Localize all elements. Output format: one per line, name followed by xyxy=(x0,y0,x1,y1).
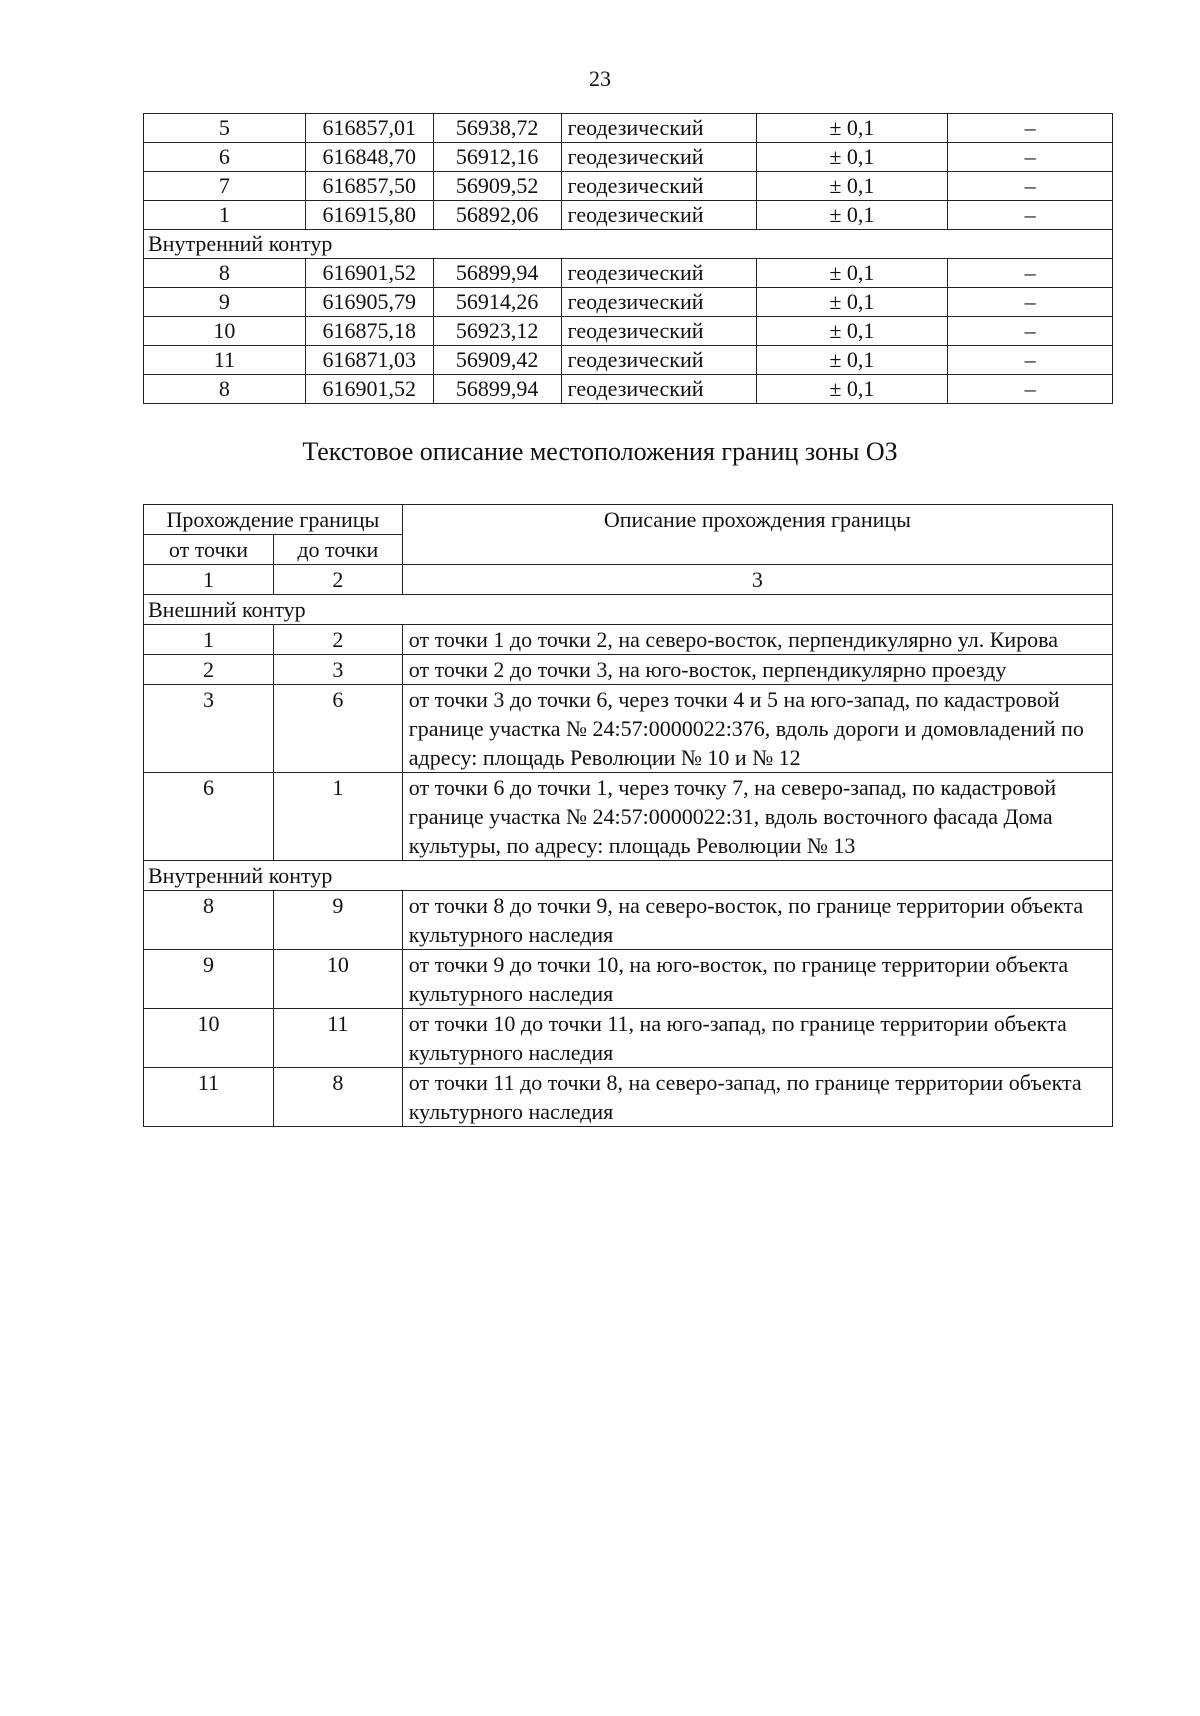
from-point-cell: 11 xyxy=(144,1068,274,1127)
inner-contour-rows xyxy=(144,891,1113,1127)
header-numbers-row xyxy=(144,565,1113,595)
table-row xyxy=(144,891,1113,950)
to-point-cell: 10 xyxy=(273,950,402,1009)
y-coordinate-cell: 56899,94 xyxy=(433,259,561,288)
method-cell: геодезический xyxy=(561,172,756,201)
inner-contour-section xyxy=(144,861,1113,891)
accuracy-cell: ± 0,1 xyxy=(756,317,948,346)
to-point-cell: 8 xyxy=(273,1068,402,1127)
from-point-cell: 3 xyxy=(144,685,274,773)
y-coordinate-cell: 56909,42 xyxy=(433,346,561,375)
description-cell: от точки 11 до точки 8, на северо-запад, по границе территории объекта культурного наследия xyxy=(402,1068,1112,1127)
description-cell: от точки 1 до точки 2, на северо-восток, перпендикулярно ул. Кирова xyxy=(402,625,1112,655)
table-row xyxy=(144,685,1113,773)
y-coordinate-cell: 56892,06 xyxy=(433,201,561,230)
description-cell: от точки 10 до точки 11, на юго-запад, по границе территории объекта культурного наследия xyxy=(402,1009,1112,1068)
to-point-cell: 1 xyxy=(273,773,402,861)
point-number-cell: 6 xyxy=(144,143,306,172)
description-table-header xyxy=(144,505,1113,625)
point-number-cell: 8 xyxy=(144,259,306,288)
accuracy-cell: ± 0,1 xyxy=(756,201,948,230)
method-cell: геодезический xyxy=(561,346,756,375)
table-row xyxy=(144,773,1113,861)
point-number-cell: 5 xyxy=(144,114,306,143)
table-row xyxy=(144,861,1113,891)
header-description: Описание прохождения границы xyxy=(402,505,1112,565)
to-point-cell: 9 xyxy=(273,891,402,950)
header-col-number: 2 xyxy=(273,565,402,595)
x-coordinate-cell: 616875,18 xyxy=(305,317,433,346)
x-coordinate-cell: 616905,79 xyxy=(305,288,433,317)
y-coordinate-cell: 56923,12 xyxy=(433,317,561,346)
header-row xyxy=(144,505,1113,535)
note-cell: – xyxy=(948,143,1113,172)
to-point-cell: 11 xyxy=(273,1009,402,1068)
point-number-cell: 8 xyxy=(144,375,306,404)
note-cell: – xyxy=(948,259,1113,288)
header-col-number: 3 xyxy=(402,565,1112,595)
method-cell: геодезический xyxy=(561,201,756,230)
table-row xyxy=(144,655,1113,685)
method-cell: геодезический xyxy=(561,259,756,288)
accuracy-cell: ± 0,1 xyxy=(756,172,948,201)
accuracy-cell: ± 0,1 xyxy=(756,114,948,143)
table-row xyxy=(144,950,1113,1009)
x-coordinate-cell: 616857,01 xyxy=(305,114,433,143)
x-coordinate-cell: 616901,52 xyxy=(305,259,433,288)
method-cell: геодезический xyxy=(561,114,756,143)
table-row xyxy=(144,114,1113,143)
header-col-number: 1 xyxy=(144,565,274,595)
header-from-point: от точки xyxy=(144,535,274,565)
to-point-cell: 2 xyxy=(273,625,402,655)
note-cell: – xyxy=(948,375,1113,404)
y-coordinate-cell: 56909,52 xyxy=(433,172,561,201)
method-cell: геодезический xyxy=(561,143,756,172)
header-to-point: до точки xyxy=(273,535,402,565)
table-row xyxy=(144,172,1113,201)
description-cell: от точки 9 до точки 10, на юго-восток, по границе территории объекта культурного наследия xyxy=(402,950,1112,1009)
outer-contour-label: Внешний контур xyxy=(144,595,1113,625)
table-row xyxy=(144,143,1113,172)
x-coordinate-cell: 616901,52 xyxy=(305,375,433,404)
x-coordinate-cell: 616871,03 xyxy=(305,346,433,375)
point-number-cell: 7 xyxy=(144,172,306,201)
from-point-cell: 2 xyxy=(144,655,274,685)
y-coordinate-cell: 56914,26 xyxy=(433,288,561,317)
from-point-cell: 8 xyxy=(144,891,274,950)
point-number-cell: 10 xyxy=(144,317,306,346)
coordinates-inner-section xyxy=(144,230,1113,259)
header-passage: Прохождение границы xyxy=(144,505,403,535)
point-number-cell: 9 xyxy=(144,288,306,317)
table-row xyxy=(144,346,1113,375)
y-coordinate-cell: 56912,16 xyxy=(433,143,561,172)
method-cell: геодезический xyxy=(561,375,756,404)
table-row xyxy=(144,201,1113,230)
table-row xyxy=(144,595,1113,625)
table-row xyxy=(144,625,1113,655)
inner-contour-label: Внутренний контур xyxy=(144,861,1113,891)
coordinates-table xyxy=(143,113,1113,404)
description-cell: от точки 6 до точки 1, через точку 7, на северо-запад, по кадастровой границе участка № 24:57:0000022:31, вдоль восточного фасада Дома культуры, по адресу: площадь Революции № 13 xyxy=(402,773,1112,861)
table-row xyxy=(144,375,1113,404)
table-row xyxy=(144,288,1113,317)
from-point-cell: 1 xyxy=(144,625,274,655)
method-cell: геодезический xyxy=(561,288,756,317)
to-point-cell: 6 xyxy=(273,685,402,773)
inner-contour-label: Внутренний контур xyxy=(144,230,1113,259)
coordinates-rows-inner xyxy=(144,259,1113,404)
description-cell: от точки 3 до точки 6, через точки 4 и 5 на юго-запад, по кадастровой границе участка № 24:57:0000022:376, вдоль дороги и домовладений по адресу: площадь Революции № 10 и № 12 xyxy=(402,685,1112,773)
method-cell: геодезический xyxy=(561,317,756,346)
section-title: Текстовое описание местоположения границ зоны ОЗ xyxy=(302,437,898,466)
coordinates-rows-outer xyxy=(144,114,1113,230)
note-cell: – xyxy=(948,346,1113,375)
y-coordinate-cell: 56938,72 xyxy=(433,114,561,143)
description-cell: от точки 8 до точки 9, на северо-восток, по границе территории объекта культурного наследия xyxy=(402,891,1112,950)
accuracy-cell: ± 0,1 xyxy=(756,375,948,404)
accuracy-cell: ± 0,1 xyxy=(756,346,948,375)
boundary-description-table xyxy=(143,504,1113,1127)
to-point-cell: 3 xyxy=(273,655,402,685)
note-cell: – xyxy=(948,317,1113,346)
description-cell: от точки 2 до точки 3, на юго-восток, перпендикулярно проезду xyxy=(402,655,1112,685)
from-point-cell: 10 xyxy=(144,1009,274,1068)
x-coordinate-cell: 616915,80 xyxy=(305,201,433,230)
accuracy-cell: ± 0,1 xyxy=(756,259,948,288)
table-row xyxy=(144,259,1113,288)
table-row xyxy=(144,230,1113,259)
from-point-cell: 9 xyxy=(144,950,274,1009)
x-coordinate-cell: 616857,50 xyxy=(305,172,433,201)
y-coordinate-cell: 56899,94 xyxy=(433,375,561,404)
outer-contour-rows xyxy=(144,625,1113,861)
point-number-cell: 11 xyxy=(144,346,306,375)
note-cell: – xyxy=(948,114,1113,143)
table-row xyxy=(144,1068,1113,1127)
note-cell: – xyxy=(948,201,1113,230)
point-number-cell: 1 xyxy=(144,201,306,230)
accuracy-cell: ± 0,1 xyxy=(756,143,948,172)
table-row xyxy=(144,1009,1113,1068)
accuracy-cell: ± 0,1 xyxy=(756,288,948,317)
x-coordinate-cell: 616848,70 xyxy=(305,143,433,172)
note-cell: – xyxy=(948,288,1113,317)
note-cell: – xyxy=(948,172,1113,201)
page-number: 23 xyxy=(589,66,611,91)
from-point-cell: 6 xyxy=(144,773,274,861)
table-row xyxy=(144,317,1113,346)
